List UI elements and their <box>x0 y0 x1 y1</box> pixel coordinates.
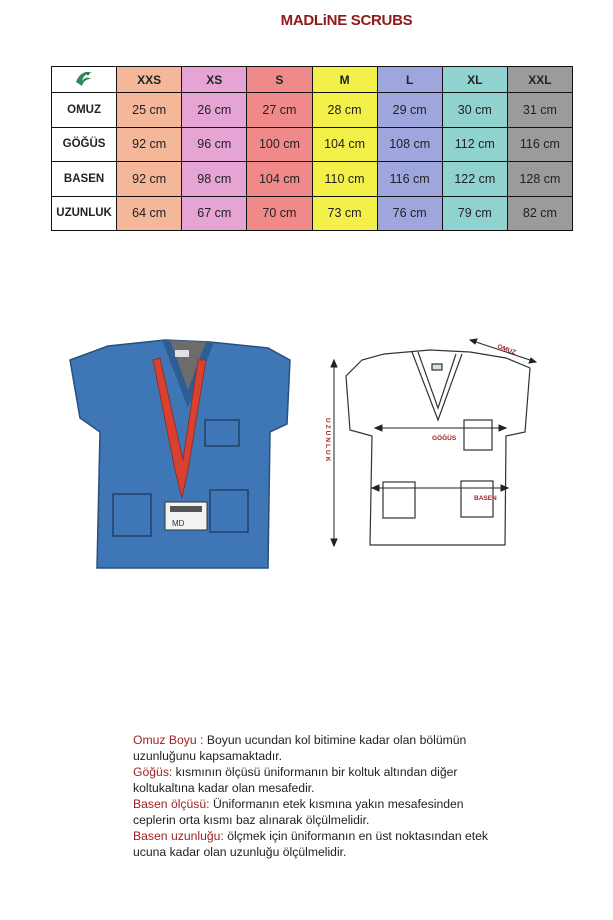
row-label: UZUNLUK <box>52 196 117 231</box>
table-cell: 104 cm <box>247 162 312 197</box>
table-cell: 82 cm <box>507 196 572 231</box>
note-title: Omuz Boyu : <box>133 733 204 747</box>
size-header-row <box>52 67 573 93</box>
table-cell: 64 cm <box>117 196 182 231</box>
note-basen-uzunlugu <box>133 828 493 860</box>
table-cell: 27 cm <box>247 93 312 128</box>
note-omuz <box>133 732 493 764</box>
table-cell: 108 cm <box>377 127 442 162</box>
table-cell: 110 cm <box>312 162 377 197</box>
table-cell: 25 cm <box>117 93 182 128</box>
table-cell: 128 cm <box>507 162 572 197</box>
table-cell: 73 cm <box>312 196 377 231</box>
brand-logo-icon <box>73 67 95 89</box>
note-title: Göğüs: <box>133 765 173 779</box>
table-row-omuz <box>52 93 573 128</box>
note-basen <box>133 796 493 828</box>
table-cell: 79 cm <box>442 196 507 231</box>
uzunluk-label: UZUNLUK <box>324 418 331 464</box>
gogus-label: GÖĞÜS <box>432 435 457 442</box>
note-text: Boyun ucundan kol bitimine kadar olan bölümün uzunluğunu kapsamaktadır. <box>133 733 467 763</box>
size-m-header: M <box>312 67 377 93</box>
measurement-outline <box>346 350 530 545</box>
size-xxl-header: XXL <box>507 67 572 93</box>
note-title: Basen ölçüsü: <box>133 797 210 811</box>
table-cell: 28 cm <box>312 93 377 128</box>
table-cell: 98 cm <box>182 162 247 197</box>
logo-cell <box>52 67 117 93</box>
table-cell: 112 cm <box>442 127 507 162</box>
table-cell: 70 cm <box>247 196 312 231</box>
table-cell: 26 cm <box>182 93 247 128</box>
note-gogus <box>133 764 493 796</box>
table-cell: 76 cm <box>377 196 442 231</box>
table-cell: 92 cm <box>117 162 182 197</box>
note-text: ölçmek için üniformanın en üst noktasından etek ucuna kadar olan uzunluğu ölçülmelidir. <box>133 829 489 859</box>
size-chart-table <box>51 66 573 231</box>
note-text: Üniformanın etek kısmına yakın mesafesinden ceplerin orta kısmı baz alınarak ölçülmelidir. <box>133 797 464 827</box>
scrubs-diagram <box>0 320 613 590</box>
table-row-gogus <box>52 127 573 162</box>
note-title: Basen uzunluğu: <box>133 829 224 843</box>
row-label: BASEN <box>52 162 117 197</box>
table-cell: 96 cm <box>182 127 247 162</box>
size-xxs-header: XXS <box>117 67 182 93</box>
table-cell: 116 cm <box>377 162 442 197</box>
basen-label: BASEN <box>474 495 497 502</box>
table-cell: 30 cm <box>442 93 507 128</box>
table-cell: 122 cm <box>442 162 507 197</box>
measurement-notes <box>133 732 493 860</box>
table-cell: 92 cm <box>117 127 182 162</box>
table-row-basen <box>52 162 573 197</box>
table-cell: 100 cm <box>247 127 312 162</box>
row-label: GÖĞÜS <box>52 127 117 162</box>
table-cell: 67 cm <box>182 196 247 231</box>
brand-title: MADLiNE SCRUBS <box>280 12 413 29</box>
size-l-header: L <box>377 67 442 93</box>
table-cell: 31 cm <box>507 93 572 128</box>
size-s-header: S <box>247 67 312 93</box>
omuz-label: OMUZ <box>496 343 517 357</box>
note-text: kısmının ölçüsü üniformanın bir koltuk altından diğer koltukaltına kadar olan mesafedir. <box>133 765 458 795</box>
table-cell: 29 cm <box>377 93 442 128</box>
badge-text: MD <box>172 519 185 528</box>
table-cell: 116 cm <box>507 127 572 162</box>
size-xl-header: XL <box>442 67 507 93</box>
table-row-uzunluk <box>52 196 573 231</box>
table-cell: 104 cm <box>312 127 377 162</box>
row-label: OMUZ <box>52 93 117 128</box>
blue-scrub-illustration <box>70 340 290 568</box>
size-xs-header: XS <box>182 67 247 93</box>
